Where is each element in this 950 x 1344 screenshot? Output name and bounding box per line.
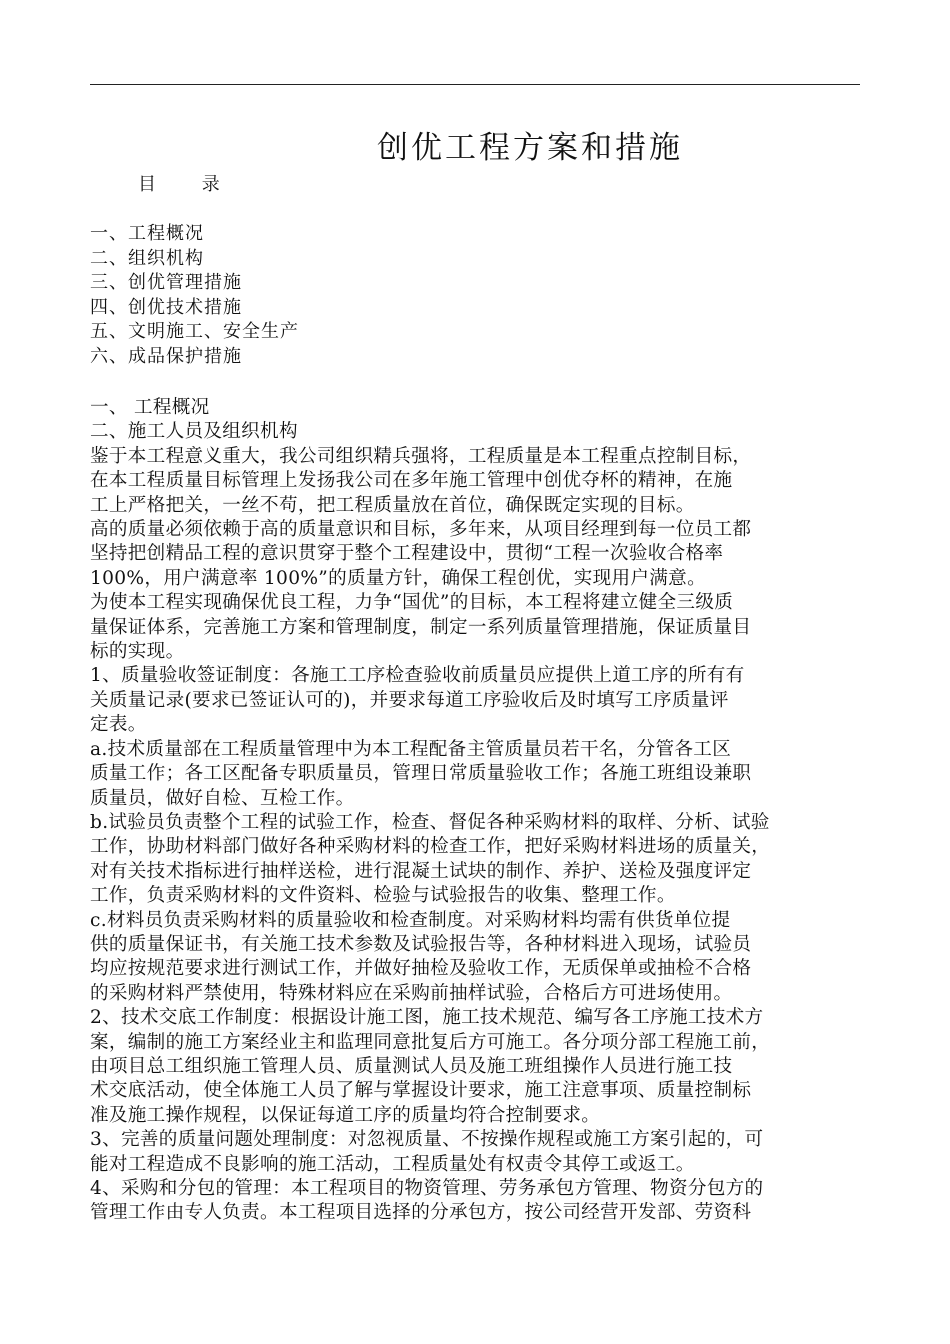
text-line: 供的质量保证书，有关施工技术参数及试验报告等，各种材料进入现场，试验员 <box>90 933 752 955</box>
text-line: 为使本工程实现确保优良工程，力争“国优”的目标，本工程将建立健全三级质 <box>90 592 734 614</box>
section-heading: 二、施工人员及组织机构 <box>90 421 298 443</box>
toc-item: 一、工程概况 <box>90 223 204 244</box>
text-line: 100%，用户满意率 100%”的质量方针，确保工程创优，实现用户满意。 <box>90 567 706 589</box>
page-title: 创优工程方案和措施 <box>377 130 683 166</box>
text-line: 高的质量必须依赖于高的质量意识和目标，多年来，从项目经理到每一位员工都 <box>90 519 752 541</box>
text-line: b.试验员负责整个工程的试验工作，检查、督促各种采购材料的取样、分析、试验 <box>90 811 770 833</box>
text-line: 管理工作由专人负责。本工程项目选择的分承包方，按公司经营开发部、劳资科 <box>90 1202 752 1224</box>
text-line: 4、采购和分包的管理：本工程项目的物资管理、劳务承包方管理、物资分包方的 <box>90 1178 764 1199</box>
toc-item: 五、文明施工、安全生产 <box>90 321 299 343</box>
text-line: 均应按规范要求进行测试工作，并做好抽检及验收工作，无质保单或抽检不合格 <box>90 958 752 980</box>
table-of-contents <box>90 222 299 370</box>
text-line: 术交底活动，使全体施工人员了解与掌握设计要求，施工注意事项、质量控制标 <box>90 1080 752 1102</box>
text-line: 关质量记录(要求已签证认可的)，并要求每道工序验收后及时填写工序质量评 <box>90 689 729 711</box>
text-line: 质量工作；各工区配备专职质量员，管理日常质量验收工作；各施工班组设兼职 <box>90 763 752 785</box>
text-line: c.材料员负责采购材料的质量验收和检查制度。对采购材料均需有供货单位提 <box>90 909 731 931</box>
text-line: 1、质量验收签证制度：各施工工序检查验收前质量员应提供上道工序的所有有 <box>90 665 745 687</box>
toc-item: 三、创优管理措施 <box>90 272 242 294</box>
text-line: 对有关技术指标进行抽样送检，进行混凝土试块的制作、养护、送检及强度评定 <box>90 860 752 882</box>
text-line: 定表。 <box>90 714 147 736</box>
text-line: 案，编制的施工方案经业主和监理同意批复后方可施工。各分项分部工程施工前， <box>90 1031 771 1053</box>
text-line: 标的实现。 <box>90 641 185 663</box>
toc-item: 二、组织机构 <box>90 247 204 269</box>
toc-item: 六、成品保护措施 <box>90 345 242 367</box>
text-line: 由项目总工组织施工管理人员、质量测试人员及施工班组操作人员进行施工技 <box>90 1055 733 1077</box>
text-line: 坚持把创精品工程的意识贯穿于整个工程建设中，贯彻“工程一次验收合格率 <box>90 543 724 565</box>
section-heading: 一、 工程概况 <box>90 397 210 418</box>
header-rule <box>90 84 860 85</box>
text-line: 能对工程造成不良影响的施工活动，工程质量处有权责令其停工或返工。 <box>90 1153 695 1175</box>
text-line: 工作，协助材料部门做好各种采购材料的检查工作，把好采购材料进场的质量关， <box>90 836 771 858</box>
text-line: 鉴于本工程意义重大，我公司组织精兵强将，工程质量是本工程重点控制目标， <box>90 445 752 467</box>
body-text <box>90 396 862 1226</box>
text-line: 3、完善的质量问题处理制度：对忽视质量、不按操作规程或施工方案引起的，可 <box>90 1129 764 1151</box>
text-line: 质量员，做好自检、互检工作。 <box>90 787 355 809</box>
text-line: 量保证体系，完善施工方案和管理制度，制定一系列质量管理措施，保证质量目 <box>90 616 752 638</box>
text-line: 的采购材料严禁使用，特殊材料应在采购前抽样试验，合格后方可进场使用。 <box>90 982 733 1004</box>
toc-item: 四、创优技术措施 <box>90 296 242 318</box>
toc-heading: 目 录 <box>138 174 220 195</box>
text-line: 工上严格把关，一丝不苟，把工程质量放在首位，确保既定实现的目标。 <box>90 494 695 516</box>
text-line: 2、技术交底工作制度：根据设计施工图，施工技术规范、编写各工序施工技术方 <box>90 1007 764 1029</box>
text-line: 准及施工操作规程，以保证每道工序的质量均符合控制要求。 <box>90 1104 601 1126</box>
text-line: 工作，负责采购材料的文件资料、检验与试验报告的收集、整理工作。 <box>90 885 676 907</box>
text-line: a.技术质量部在工程质量管理中为本工程配备主管质量员若干名，分管各工区 <box>90 738 732 760</box>
text-line: 在本工程质量目标管理上发扬我公司在多年施工管理中创优夺杯的精神，在施 <box>90 470 733 492</box>
